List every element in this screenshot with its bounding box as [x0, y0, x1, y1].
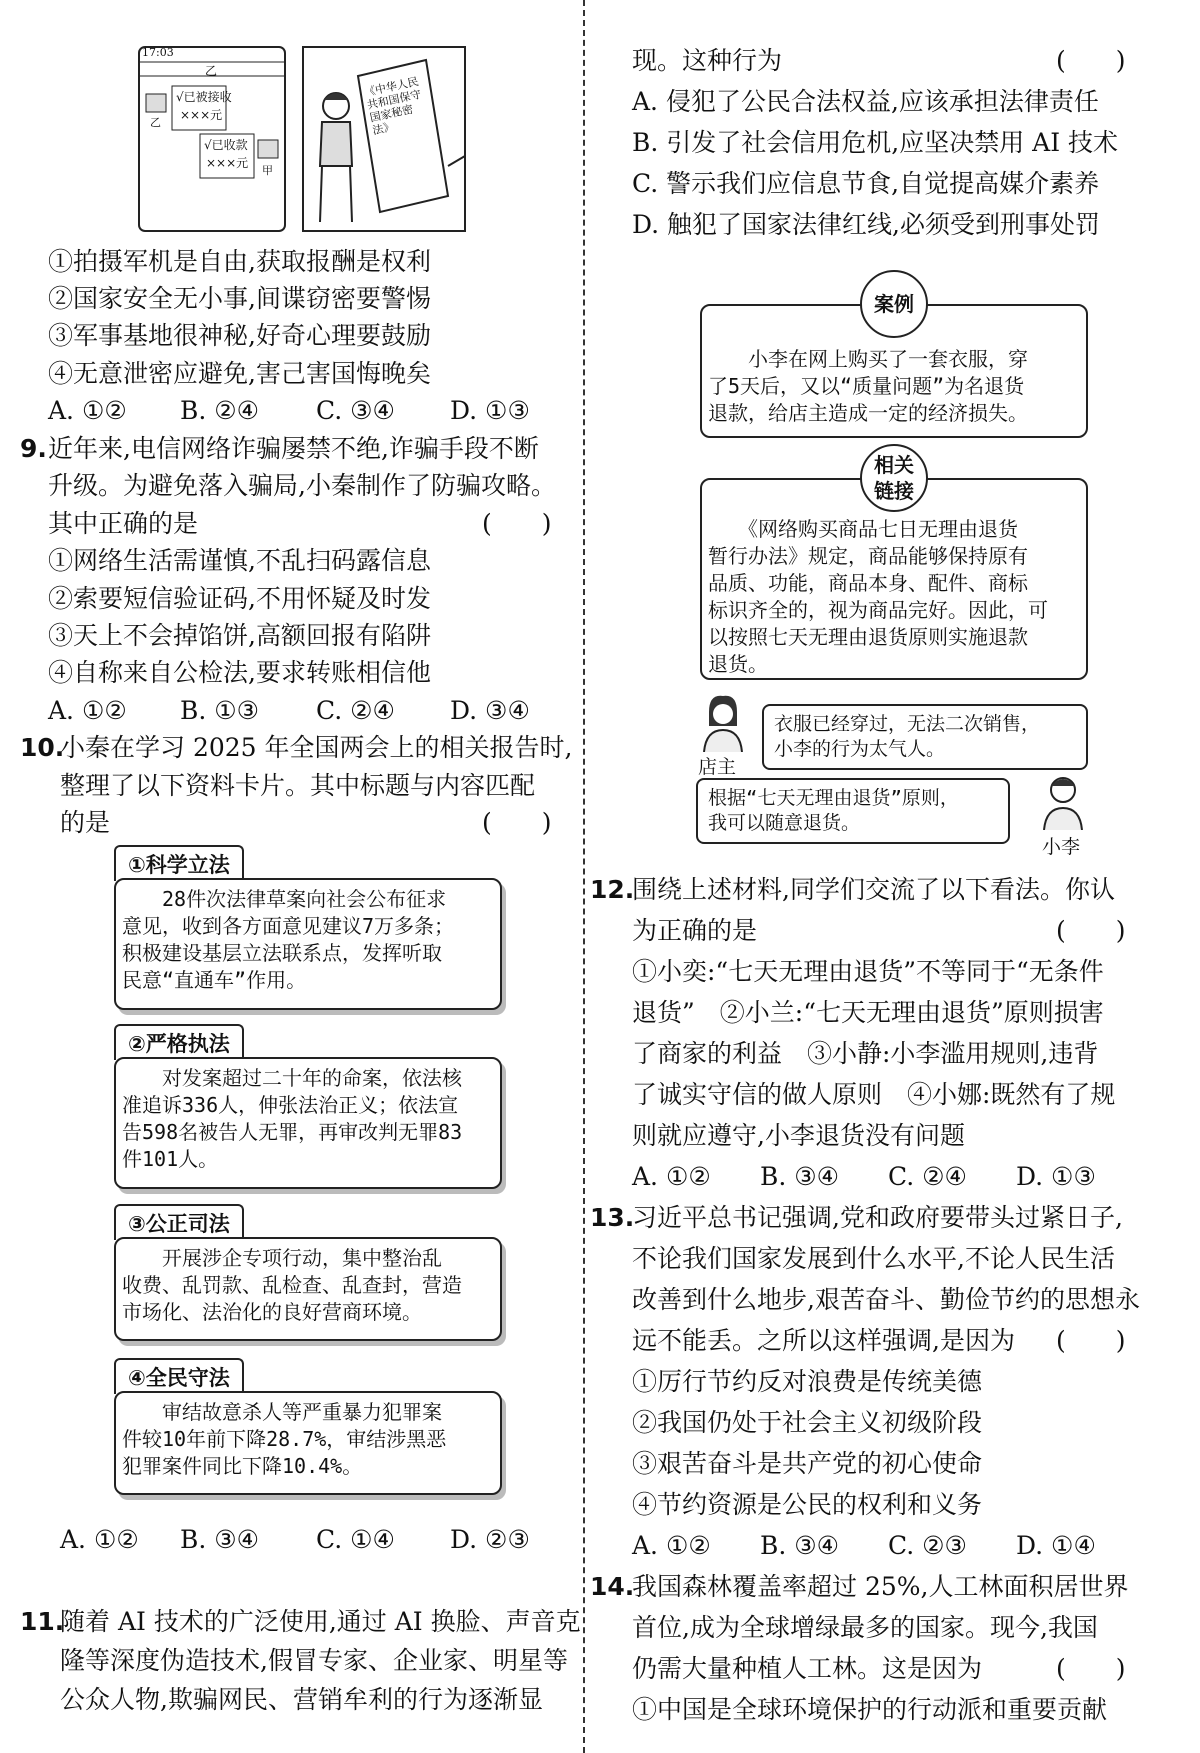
q11-number: 11. — [20, 1607, 65, 1636]
link-line-3: 品质、功能，商品本身、配件、商标 — [708, 571, 1028, 595]
card-4-line-2: 件较10年前下降28.7%，审结涉黑恶 — [122, 1427, 447, 1451]
link-line-5: 以按照七天无理由退货原则实施退款 — [708, 625, 1028, 649]
q13-choice-c[interactable]: C. ②③ — [888, 1531, 967, 1560]
phone-time: 17:03 — [142, 46, 174, 59]
q11-stem-1: 随着 AI 技术的广泛使用,通过 AI 换脸、声音克 — [60, 1607, 581, 1636]
card-1-title: ①科学立法 — [114, 845, 244, 881]
q12-stem-6: 了诚实守信的做人原则 ④小娜:既然有了规 — [632, 1080, 1116, 1109]
q9-option-4: ④自称来自公检法,要求转账相信他 — [48, 658, 431, 687]
shop-owner-speech — [762, 704, 1088, 770]
card-4-title: ④全民守法 — [114, 1358, 244, 1394]
card-1-line-3: 积极建设基层立法联系点，发挥听取 — [122, 941, 442, 965]
q9-stem-2: 升级。为避免落入骗局,小秦制作了防骗攻略。 — [48, 471, 556, 500]
q13-number: 13. — [590, 1203, 635, 1232]
case-line-2: 了5天后，又以“质量问题”为名退货 — [708, 374, 1025, 398]
link-line-4: 标识齐全的，视为商品完好。因此，可 — [708, 598, 1048, 622]
xiaoli-avatar — [1036, 770, 1090, 830]
column-divider — [583, 0, 585, 1753]
q12-number: 12. — [590, 875, 635, 904]
q13-stem-1: 习近平总书记强调,党和政府要带头过紧日子, — [632, 1203, 1123, 1232]
q8-choice-d[interactable]: D. ①③ — [450, 396, 530, 425]
card-2-line-3: 告598名被告人无罪，再审改判无罪83 — [122, 1120, 463, 1144]
q12-stem-1: 围绕上述材料,同学们交流了以下看法。你认 — [632, 875, 1115, 904]
xiaoli-speech-line-1: 根据“七天无理由退货”原则， — [708, 787, 959, 809]
case-line-3: 退款，给店主造成一定的经济损失。 — [708, 401, 1028, 425]
q9-choice-b[interactable]: B. ①③ — [180, 696, 260, 725]
q9-choice-c[interactable]: C. ②④ — [316, 696, 395, 725]
q8-option-2: ②国家安全无小事,间谍窃密要警惕 — [48, 284, 431, 313]
card-2-line-2: 准追诉336人，伸张法治正义；依法宣 — [122, 1093, 459, 1117]
xiaoli-speech-line-2: 我可以随意退货。 — [708, 812, 861, 834]
q9-number: 9. — [20, 434, 47, 463]
q9-option-2: ②索要短信验证码,不用怀疑及时发 — [48, 584, 431, 613]
q8-choice-c[interactable]: C. ③④ — [316, 396, 395, 425]
q11-option-d[interactable]: D. 触犯了国家法律红线,必须受到刑事处罚 — [632, 210, 1100, 239]
q13-option-2: ②我国仍处于社会主义初级阶段 — [632, 1408, 983, 1437]
q13-stem-4: 远不能丢。之所以这样强调,是因为 — [632, 1326, 1015, 1355]
q13-choice-d[interactable]: D. ①④ — [1016, 1531, 1096, 1560]
msg1-text: √已被接收 — [176, 90, 232, 104]
q14-stem-1: 我国森林覆盖率超过 25%,人工林面积居世界 — [632, 1572, 1129, 1601]
link-line-6: 退货。 — [708, 652, 768, 676]
q12-stem-5: 了商家的利益 ③小静:小李滥用规则,违背 — [632, 1039, 1099, 1068]
msg1-amount: ×××元 — [180, 108, 223, 122]
right-column — [592, 0, 1200, 1753]
card-2-title: ②严格执法 — [114, 1024, 244, 1060]
link-line-1: 《网络购买商品七日无理由退货 — [708, 517, 1018, 541]
shop-owner-speech-line-1: 衣服已经穿过，无法二次销售， — [774, 713, 1041, 735]
link-line-2: 暂行办法》规定，商品能够保持原有 — [708, 544, 1028, 568]
q12-choice-b[interactable]: B. ③④ — [760, 1162, 840, 1191]
chat-name: 乙 — [205, 64, 218, 78]
q9-choice-a[interactable]: A. ①② — [48, 696, 127, 725]
q12-stem-3: ①小奕:“七天无理由退货”不等同于“无条件 — [632, 957, 1104, 986]
q10-stem-3: 的是 — [60, 808, 111, 837]
msg1-sender: 乙 — [150, 116, 161, 129]
card-2-line-1: 对发案超过二十年的命案，依法核 — [122, 1066, 462, 1090]
q13-answer-paren[interactable]: ( ) — [1056, 1326, 1126, 1355]
msg2-sender: 甲 — [262, 164, 273, 177]
q12-stem-4: 退货” ②小兰:“七天无理由退货”原则损害 — [632, 998, 1104, 1027]
q12-choice-d[interactable]: D. ①③ — [1016, 1162, 1096, 1191]
q10-choice-d[interactable]: D. ②③ — [450, 1525, 530, 1554]
q10-stem-2: 整理了以下资料卡片。其中标题与内容匹配 — [60, 771, 536, 800]
card-4-line-1: 审结故意杀人等严重暴力犯罪案 — [122, 1400, 442, 1424]
link-badge — [860, 444, 928, 512]
card-2-line-4: 件101人。 — [122, 1147, 219, 1171]
q9-option-1: ①网络生活需谨慎,不乱扫码露信息 — [48, 546, 431, 575]
case-badge — [860, 270, 928, 338]
card-1-line-4: 民意“直通车”作用。 — [122, 968, 307, 992]
q12-stem-7: 则就应遵守,小李退货没有问题 — [632, 1121, 965, 1150]
q14-option-1: ①中国是全球环境保护的行动派和重要贡献 — [632, 1695, 1108, 1724]
q8-option-1: ①拍摄军机是自由,获取报酬是权利 — [48, 247, 431, 276]
msg2-text: √已收款 — [204, 138, 248, 152]
q10-answer-paren[interactable]: ( ) — [482, 808, 552, 837]
card-1-line-1: 28件次法律草案向社会公布征求 — [122, 887, 447, 911]
q11-option-b[interactable]: B. 引发了社会信用危机,应坚决禁用 AI 技术 — [632, 128, 1119, 157]
q14-stem-2: 首位,成为全球增绿最多的国家。现今,我国 — [632, 1613, 1098, 1642]
q13-option-4: ④节约资源是公民的权利和义务 — [632, 1490, 983, 1519]
q10-choice-c[interactable]: C. ①④ — [316, 1525, 395, 1554]
card-3-title: ③公正司法 — [114, 1204, 244, 1240]
q8-option-4: ④无意泄密应避免,害己害国悔晚矣 — [48, 359, 431, 388]
card-4-line-3: 犯罪案件同比下降10.4%。 — [122, 1454, 363, 1478]
q11-answer-paren[interactable]: ( ) — [1056, 46, 1126, 75]
xiaoli-label: 小李 — [1042, 836, 1081, 858]
q10-number: 10. — [20, 733, 65, 762]
q13-choice-a[interactable]: A. ①② — [632, 1531, 711, 1560]
case-line-1: 小李在网上购买了一套衣服，穿 — [708, 347, 1028, 371]
q14-number: 14. — [590, 1572, 635, 1601]
q9-stem-1: 近年来,电信网络诈骗屡禁不绝,诈骗手段不断 — [48, 434, 539, 463]
shop-owner-avatar — [696, 692, 750, 752]
msg2-amount: ×××元 — [206, 156, 249, 170]
q12-choice-a[interactable]: A. ①② — [632, 1162, 711, 1191]
q10-stem-1: 小秦在学习 2025 年全国两会上的相关报告时, — [60, 733, 573, 762]
card-1-line-2: 意见，收到各方面意见建议7万多条； — [122, 914, 455, 938]
q9-answer-paren[interactable]: ( ) — [482, 509, 552, 538]
q11-option-a[interactable]: A. 侵犯了公民合法权益,应该承担法律责任 — [632, 87, 1099, 116]
q12-stem-2: 为正确的是 — [632, 916, 758, 945]
q13-option-1: ①厉行节约反对浪费是传统美德 — [632, 1367, 983, 1396]
q11-stem-2: 隆等深度伪造技术,假冒专家、企业家、明星等 — [60, 1646, 568, 1675]
q10-choice-a[interactable]: A. ①② — [60, 1525, 139, 1554]
q13-choice-b[interactable]: B. ③④ — [760, 1531, 840, 1560]
q14-answer-paren[interactable]: ( ) — [1056, 1654, 1126, 1683]
xiaoli-speech — [696, 778, 1010, 844]
case-badge-label: 案例 — [874, 292, 914, 316]
q8-option-3: ③军事基地很神秘,好奇心理要鼓励 — [48, 321, 431, 350]
q12-answer-paren[interactable]: ( ) — [1056, 916, 1126, 945]
q9-choice-d[interactable]: D. ③④ — [450, 696, 530, 725]
q13-stem-2: 不论我们国家发展到什么水平,不论人民生活 — [632, 1244, 1115, 1273]
q13-stem-3: 改善到什么地步,艰苦奋斗、勤俭节约的思想永 — [632, 1285, 1140, 1314]
q14-stem-3: 仍需大量种植人工林。这是因为 — [632, 1654, 983, 1683]
link-badge-line-2: 链接 — [874, 479, 914, 503]
left-column — [0, 0, 580, 1753]
shop-owner-label: 店主 — [698, 756, 737, 778]
q13-option-3: ③艰苦奋斗是共产党的初心使命 — [632, 1449, 983, 1478]
q10-choice-b[interactable]: B. ③④ — [180, 1525, 260, 1554]
card-3-line-3: 市场化、法治化的良好营商环境。 — [122, 1300, 422, 1324]
q9-stem-3: 其中正确的是 — [48, 509, 199, 538]
q8-choice-a[interactable]: A. ①② — [48, 396, 127, 425]
q11-stem-3: 公众人物,欺骗网民、营销牟利的行为逐渐显 — [60, 1685, 543, 1714]
q12-choice-c[interactable]: C. ②④ — [888, 1162, 967, 1191]
shop-owner-speech-line-2: 小李的行为太气人。 — [774, 738, 946, 760]
card-3-line-2: 收费、乱罚款、乱检查、乱查封，营造 — [122, 1273, 462, 1297]
link-badge-line-1: 相关 — [874, 453, 914, 477]
q11-option-c[interactable]: C. 警示我们应信息节食,自觉提高媒介素养 — [632, 169, 1100, 198]
q11-stem-4: 现。这种行为 — [632, 46, 783, 75]
q9-option-3: ③天上不会掉馅饼,高额回报有陷阱 — [48, 621, 431, 650]
card-3-line-1: 开展涉企专项行动，集中整治乱 — [122, 1246, 442, 1270]
q8-choice-b[interactable]: B. ②④ — [180, 396, 260, 425]
book-title: 《中华人民共和国保守国家秘密法》 — [363, 74, 423, 138]
boy-with-book-illustration — [302, 46, 466, 232]
